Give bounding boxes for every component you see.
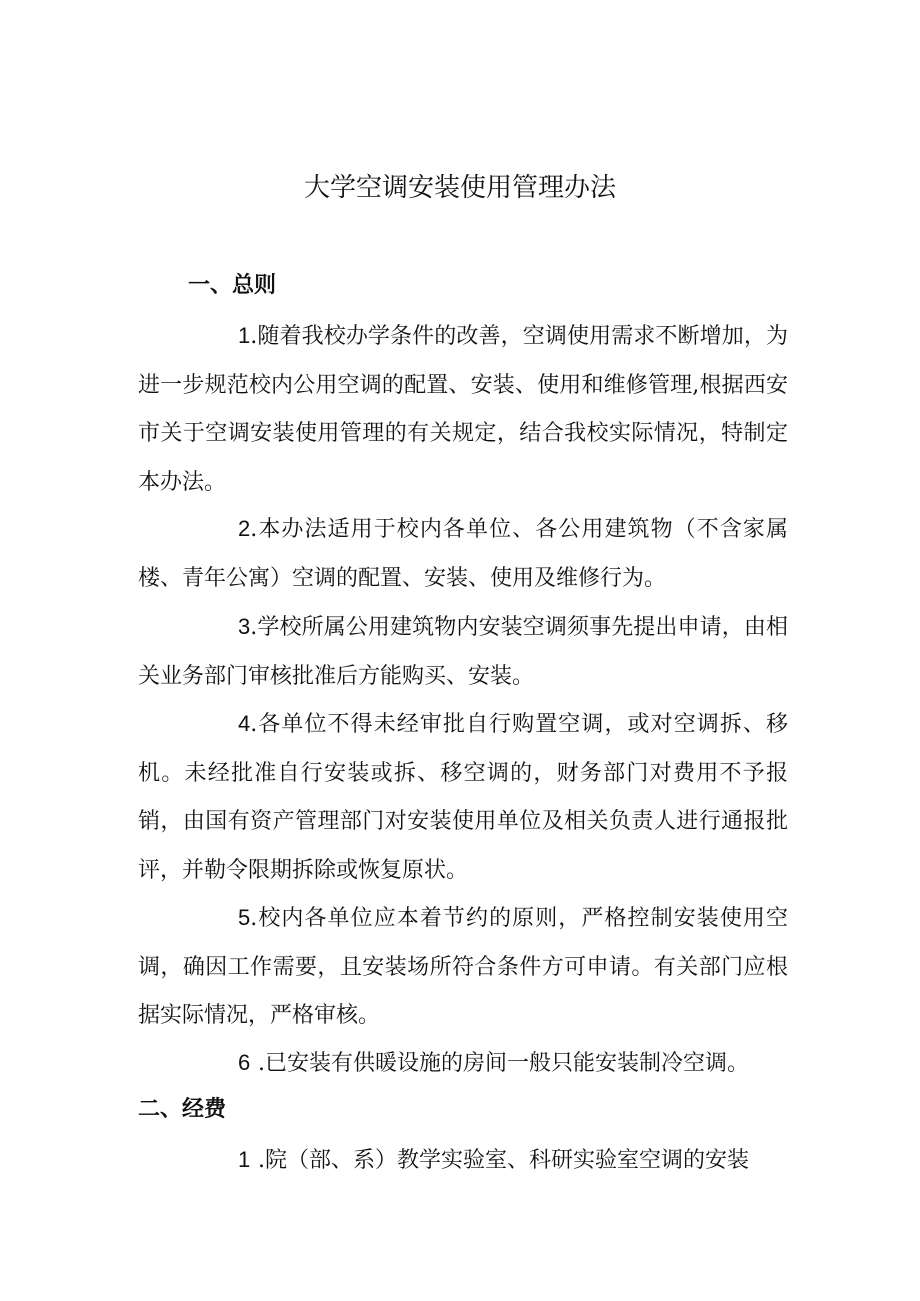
paragraph-text: .各单位不得未经审批自行购置空调，或对空调拆、移机。未经批准自行安装或拆、移空调的，财务部门对费用不予报销，由国有资产管理部门对安装使用单位及相关负责人进行通报批评，并勒令限期拆除或恢复原状。 [138,712,788,883]
paragraph [138,894,788,1041]
paragraph-number: 2 [238,516,251,541]
paragraph-number: 1 [238,323,251,348]
paragraph [138,1136,788,1186]
paragraph-text: .随着我校办学条件的改善，空调使用需求不断增加，为进一步规范校内公用空调的配置、安装、使用和维修管理,根据西安市关于空调安装使用管理的有关规定，结合我校实际情况，特制定本办法。 [138,324,788,495]
paragraph-text: .校内各单位应本着节约的原则，严格控制安装使用空调，确因工作需要，且安装场所符合条件方可申请。有关部门应根据实际情况，严格审核。 [138,906,788,1028]
document-title: 大学空调安装使用管理办法 [303,173,616,203]
paragraph-number: 4 [238,711,251,736]
paragraph-number: 3 [238,614,251,639]
paragraph [138,312,788,507]
paragraph [138,1039,788,1089]
paragraph-number: 1 [238,1147,251,1172]
paragraph [138,700,788,895]
section-heading-funding: 二、经费 [138,1097,227,1122]
paragraph-text: .已安装有供暖设施的房间一般只能安装制冷空调。 [258,1051,749,1076]
paragraph-number: 5 [238,905,251,930]
paragraph-text: .学校所属公用建筑物内安装空调须事先提出申请，由相关业务部门审核批准后方能购买、安装。 [138,615,788,689]
paragraph [138,603,788,701]
section-heading-general: 一、总则 [188,273,277,298]
paragraph-text: .院（部、系）教学实验室、科研实验室空调的安装 [258,1148,749,1173]
paragraph [138,505,788,603]
paragraph-number: 6 [238,1050,251,1075]
paragraph-text: .本办法适用于校内各单位、各公用建筑物（不含家属楼、青年公寓）空调的配置、安装、使用及维修行为。 [138,517,788,591]
